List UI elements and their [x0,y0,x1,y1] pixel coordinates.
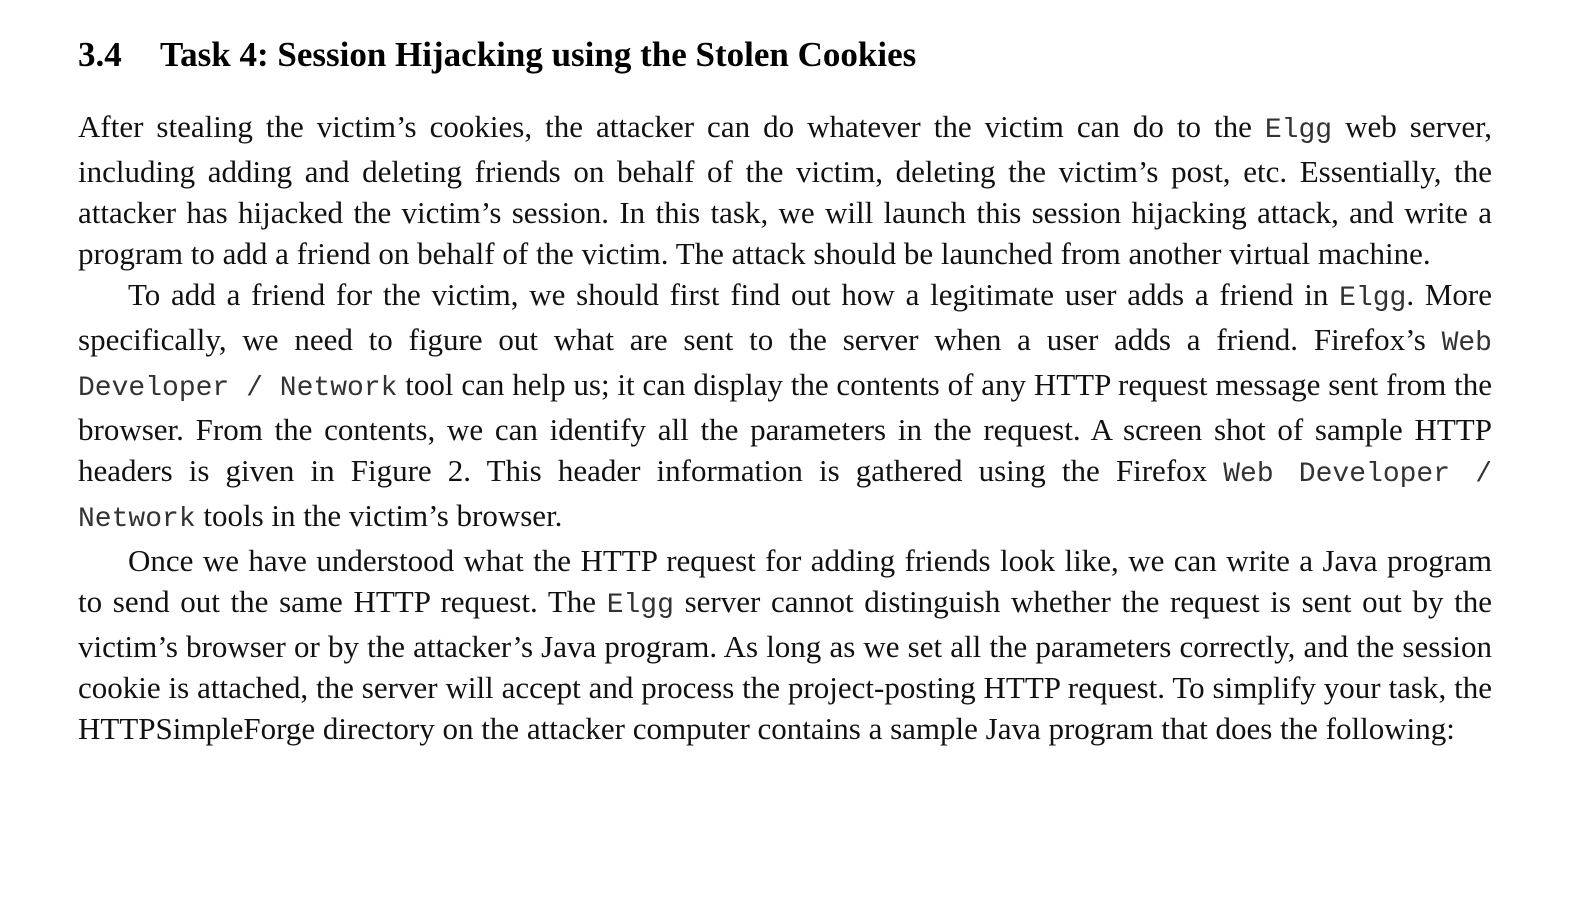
section-number: 3.4 [78,35,122,74]
paragraph-text: To add a friend for the victim, we should first find out how a legitimate user adds a friend in [128,277,1340,312]
section-heading [78,30,1492,80]
paragraph-text: After stealing the victim’s cookies, the attacker can do whatever the victim can do to the [78,109,1265,144]
paragraph-2 [78,274,1492,540]
paragraph-3 [78,540,1492,749]
paragraph-text: Once we have understood what the HTTP request for adding friends look like, we can write a Java program to send out the same HTTP request. The [78,543,1492,619]
inline-code-web-developer-network: Web Developer / Network [78,328,1492,404]
paragraph-text: server cannot distinguish whether the request is sent out by the victim’s browser or by the attacker’s Java program. As long as we set all the parameters correctly, and the session cookie is attached, the server will accept and process the project-posting HTTP request. To simplify your task, the HTTPSimpleForge directory on the attacker computer contains a sample Java program that does the following: [78,584,1492,746]
inline-code-elgg: Elgg [606,590,674,621]
inline-code-web-developer-network: Web Developer / Network [78,459,1492,535]
document-page [78,30,1492,749]
inline-code-elgg: Elgg [1339,283,1407,314]
paragraph-1 [78,106,1492,274]
paragraph-text: tools in the victim’s browser. [195,498,563,533]
paragraph-text: . More specifically, we need to figure out what are sent to the server when a user adds a friend. Firefox’s [78,277,1492,357]
section-title: Task 4: Session Hijacking using the Stolen Cookies [160,35,917,74]
inline-code-elgg: Elgg [1264,115,1333,146]
paragraph-text: tool can help us; it can display the contents of any HTTP request message sent from the browser. From the contents, we can identify all the parameters in the request. A screen shot of sample HTTP headers is given in Figure 2. This header information is gathered using the Firefox [78,367,1492,488]
paragraph-text: web server, including adding and deleting friends on behalf of the victim, deleting the victim’s post, etc. Essentially, the attacker has hijacked the victim’s session. In this task, we will launch this session hijacking attack, and write a program to add a friend on behalf of the victim. The attack should be launched from another virtual machine. [78,109,1492,271]
